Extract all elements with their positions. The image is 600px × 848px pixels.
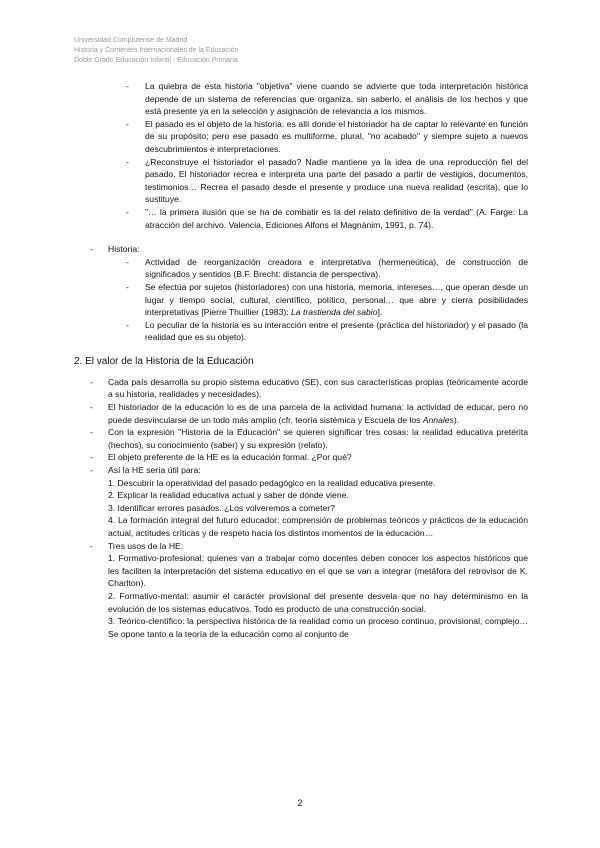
bullet-dash: - (90, 452, 93, 463)
bullet-dash: - (90, 244, 93, 255)
bullet-dash: - (90, 376, 93, 387)
header-university: Universidad Complutense de Madrid (74, 37, 188, 44)
historia-list (0, 256, 600, 344)
list-item: - "… la primera ilusión que se ha de combatir es la del relato definitivo de la verdad" (A. Farge: La atracción del archivo. Valencia, Ediciones Alfons el Magnànim, 1991, p. 74). (126, 206, 528, 230)
list-item: - ¿Reconstruye el historiador el pasado? Nadie mantiene ya la idea de una reproducción fiel del pasado. El historiador recrea e interpreta una parte del pasado a partir de vestigios, documentos, testimonios… Recrea el pasado desde el presente y produce una nueva realidad (escrita), que lo sustituye. (126, 156, 528, 205)
page-number: 2 (297, 798, 303, 808)
list-item: - Se efectúa por sujetos (historiadores) con una historia, memoria, intereses…, que operan desde un lugar y tiempo social, cultural, científico, político, personal… que abre y cierra posibilidades interpretativas [Pierre Thuillier (1983): La trastienda del sabio]. (126, 281, 528, 318)
numbered-line: 3. Identificar errores pasados. ¿Los volveremos a cometer? (108, 502, 335, 513)
page-content (0, 80, 600, 640)
bullet-dash: - (90, 465, 93, 476)
list-item: - Lo peculiar de la historia es su interacción entre el presente (práctica del historiador) y el pasado (la realidad que es su objeto). (126, 319, 528, 343)
list-item: - Tres usos de la HE: (90, 540, 184, 551)
valor-list (0, 376, 600, 640)
journal-name: Annales (422, 414, 454, 425)
list-item: - Así la HE sería útil para: (90, 465, 201, 476)
section-heading: 2. El valor de la Historia de la Educación (74, 355, 254, 367)
numbered-line: 1. Formativo-profesional: quienes van a trabajar como docentes deben conocer los aspectos históricos que les faciliten la interpretación del sistema educativo en el que se van a integrar (metáfora del retrovisor de K. Charlton). (108, 553, 528, 589)
bullet-dash: - (126, 256, 129, 267)
bullet-dash: - (126, 281, 129, 292)
header-degree: Doble Grado Educación Infantil - Educación Primaria (74, 57, 238, 64)
bullet-dash: - (90, 402, 93, 413)
bullet-dash: - (90, 427, 93, 438)
bullet-dash: - (126, 118, 129, 129)
bullet-dash: - (126, 81, 129, 91)
bullet-dash: - (90, 540, 93, 551)
numbered-line: 2. Formativo-mental: asumir el carácter provisional del presente desvela que no hay determinismo en la evolución de los sistemas educativos. Todo es producto de una construcción social. (108, 590, 528, 614)
list-item: - La quiebra de esta historia "objetiva" viene cuando se advierte que toda interpretación histórica depende de un sistema de referencias que organiza, sin saberlo, el análisis de los hechos y que está presente ya en la selección y asignación de relevancia a los mismos. (126, 81, 528, 117)
numbered-line: 3. Teórico-científico: la perspectiva histórica de la realidad como un proceso continuo, provisional, complejo… Se opone tanto a la teoría de la educación como al conjunto de (108, 616, 528, 639)
header-course: Historia y Corrientes Internacionales de la Educación (74, 47, 239, 54)
numbered-line: 2. Explicar la realidad educativa actual y saber de dónde viene. (108, 490, 349, 501)
bullet-dash: - (126, 156, 129, 167)
bullet-dash: - (126, 206, 129, 217)
list-item: - Cada país desarrolla su propio sistema educativo (SE), con sus características propias (teóricamente acorde a su historia, realidades y necesidades). (90, 376, 528, 400)
list-item: - El historiador de la educación lo es de una parcela de la actividad humana: la actividad de educar, pero no puede desvincularse de un todo más amplio (cfr. teoría sistémica y Escuela de los Annales). (90, 402, 528, 425)
list-item: - Actividad de reorganización creadora e interpretativa (hermeneútica), de construcción de significados y sentidos (B.F. Brecht: distancia de perspectiva). (126, 256, 528, 280)
bullet-dash: - (126, 319, 129, 330)
document-header (74, 36, 239, 66)
numbered-line: 1. Descubrir la operatividad del pasado pedagógico en la realidad educativa presente. (108, 477, 436, 488)
historia-heading: - Historia: (90, 244, 140, 255)
list-item: - El objeto preferente de la HE es la educación formal. ¿Por qué? (90, 452, 352, 463)
list-item: - El pasado es el objeto de la historia: es allí donde el historiador ha de captar lo relevante en función de su propósito; pero ese pasado es multiforme, plural, "no acabado" y siempre sujeto a nuevos descubrimientos e interpretaciones. (126, 118, 528, 154)
historia-objetiva-list (0, 80, 600, 231)
numbered-line: 4. La formación integral del futuro educador: comprensión de problemas teóricos y prácticos de la educación actual, actitudes críticas y de respeto hacia los distintos momentos de la educación… (108, 515, 528, 538)
list-item: - Con la expresión "Historia de la Educación" se quieren significar tres cosas: la realidad educativa pretérita (hechos), su conocimiento (saber) y su expresión (relato). (90, 427, 528, 450)
book-title: La trastienda del sabio (291, 307, 378, 318)
